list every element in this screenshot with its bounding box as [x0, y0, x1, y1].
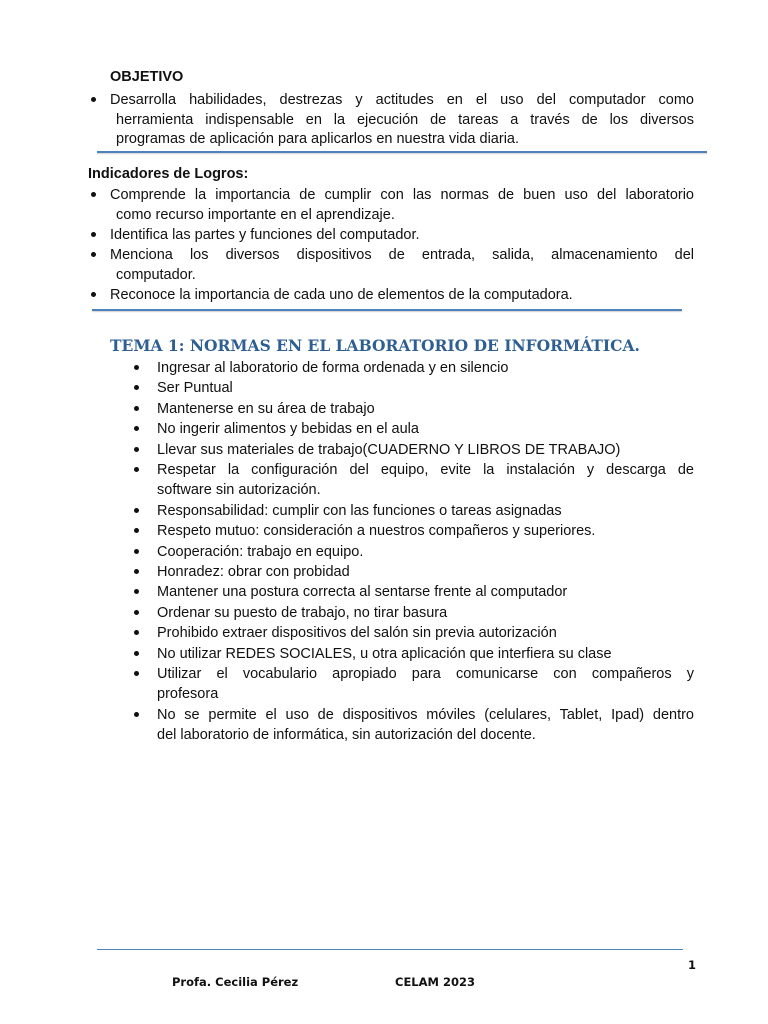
norma-item-bullet: [134, 671, 139, 676]
norma-item-bullet: [134, 426, 139, 431]
norma-item-bullet: [134, 589, 139, 594]
tema-title: TEMA 1: NORMAS EN EL LABORATORIO DE INFORMÁTICA.: [110, 336, 640, 355]
norma-item-text: No ingerir alimentos y bebidas en el aula: [157, 421, 419, 438]
indicador-item-text: Identifica las partes y funciones del computador.: [110, 227, 420, 243]
norma-item-text: Mantenerse en su área de trabajo: [157, 400, 375, 417]
norma-item-bullet: [134, 365, 139, 370]
page-number: 1: [688, 958, 697, 972]
norma-item-bullet: [134, 528, 139, 533]
norma-item-text: Ser Puntual: [157, 380, 233, 397]
objetivo-line-2: herramienta indispensable en la ejecución de tareas a través de los diversos: [116, 112, 694, 128]
norma-item-text: Llevar sus materiales de trabajo(CUADERNO Y LIBROS DE TRABAJO): [157, 441, 621, 458]
indicador-item-text: Menciona los diversos dispositivos de entrada, salida, almacenamiento del: [110, 247, 694, 263]
norma-item-text-continued: del laboratorio de informática, sin autorización del docente.: [157, 727, 536, 744]
indicadores-heading: Indicadores de Logros:: [88, 166, 249, 182]
norma-item-bullet: [134, 508, 139, 513]
norma-item-bullet: [134, 467, 139, 472]
objetivo-line-1: Desarrolla habilidades, destrezas y actitudes en el uso del computador como: [110, 92, 694, 108]
indicador-item-bullet: [91, 232, 96, 237]
norma-item-bullet: [134, 651, 139, 656]
norma-item-text: No utilizar REDES SOCIALES, u otra aplicación que interfiera su clase: [157, 645, 612, 662]
norma-item-text: Ingresar al laboratorio de forma ordenada y en silencio: [157, 360, 509, 376]
norma-item-text: Honradez: obrar con probidad: [157, 564, 350, 580]
norma-item-text: Mantener una postura correcta al sentarse frente al computador: [157, 584, 568, 601]
indicador-item-bullet: [91, 252, 96, 257]
norma-item-text: Respeto mutuo: consideración a nuestros compañeros y superiores.: [157, 523, 596, 540]
norma-item-text: Ordenar su puesto de trabajo, no tirar basura: [157, 604, 448, 621]
indicadores-divider: [92, 309, 682, 311]
indicador-item-bullet: [91, 192, 96, 197]
norma-item-bullet: [134, 385, 139, 390]
norma-item-bullet: [134, 447, 139, 452]
norma-item-text-continued: profesora: [157, 686, 219, 703]
indicador-item-text-continued: computador.: [116, 267, 196, 283]
objetivo-divider: [97, 151, 707, 153]
norma-item-bullet: [134, 630, 139, 635]
norma-item-bullet: [134, 406, 139, 411]
objetivo-bullet: [91, 97, 96, 102]
norma-item-bullet: [134, 549, 139, 554]
indicador-item-text: Reconoce la importancia de cada uno de elementos de la computadora.: [110, 287, 573, 303]
objetivo-line-3: programas de aplicación para aplicarlos en nuestra vida diaria.: [116, 131, 520, 147]
norma-item-text: Utilizar el vocabulario apropiado para comunicarse con compañeros y: [157, 666, 694, 682]
norma-item-text: No se permite el uso de dispositivos móviles (celulares, Tablet, Ipad) dentro: [157, 706, 694, 723]
norma-item-bullet: [134, 610, 139, 615]
norma-item-bullet: [134, 569, 139, 574]
norma-item-text: Prohibido extraer dispositivos del salón sin previa autorización: [157, 625, 557, 642]
footer-author: Profa. Cecilia Pérez: [172, 975, 299, 989]
norma-item-text-continued: software sin autorización.: [157, 482, 321, 499]
footer-institution: CELAM 2023: [395, 975, 475, 989]
norma-item-text: Respetar la configuración del equipo, evite la instalación y descarga de: [157, 462, 694, 478]
norma-item-text: Cooperación: trabajo en equipo.: [157, 543, 364, 560]
norma-item-text: Responsabilidad: cumplir con las funciones o tareas asignadas: [157, 502, 562, 519]
norma-item-bullet: [134, 712, 139, 717]
footer-divider: [97, 949, 683, 950]
indicador-item-bullet: [91, 292, 96, 297]
indicador-item-text-continued: como recurso importante en el aprendizaje.: [116, 207, 395, 223]
indicador-item-text: Comprende la importancia de cumplir con las normas de buen uso del laboratorio: [110, 187, 694, 203]
objetivo-heading: OBJETIVO: [110, 69, 184, 85]
